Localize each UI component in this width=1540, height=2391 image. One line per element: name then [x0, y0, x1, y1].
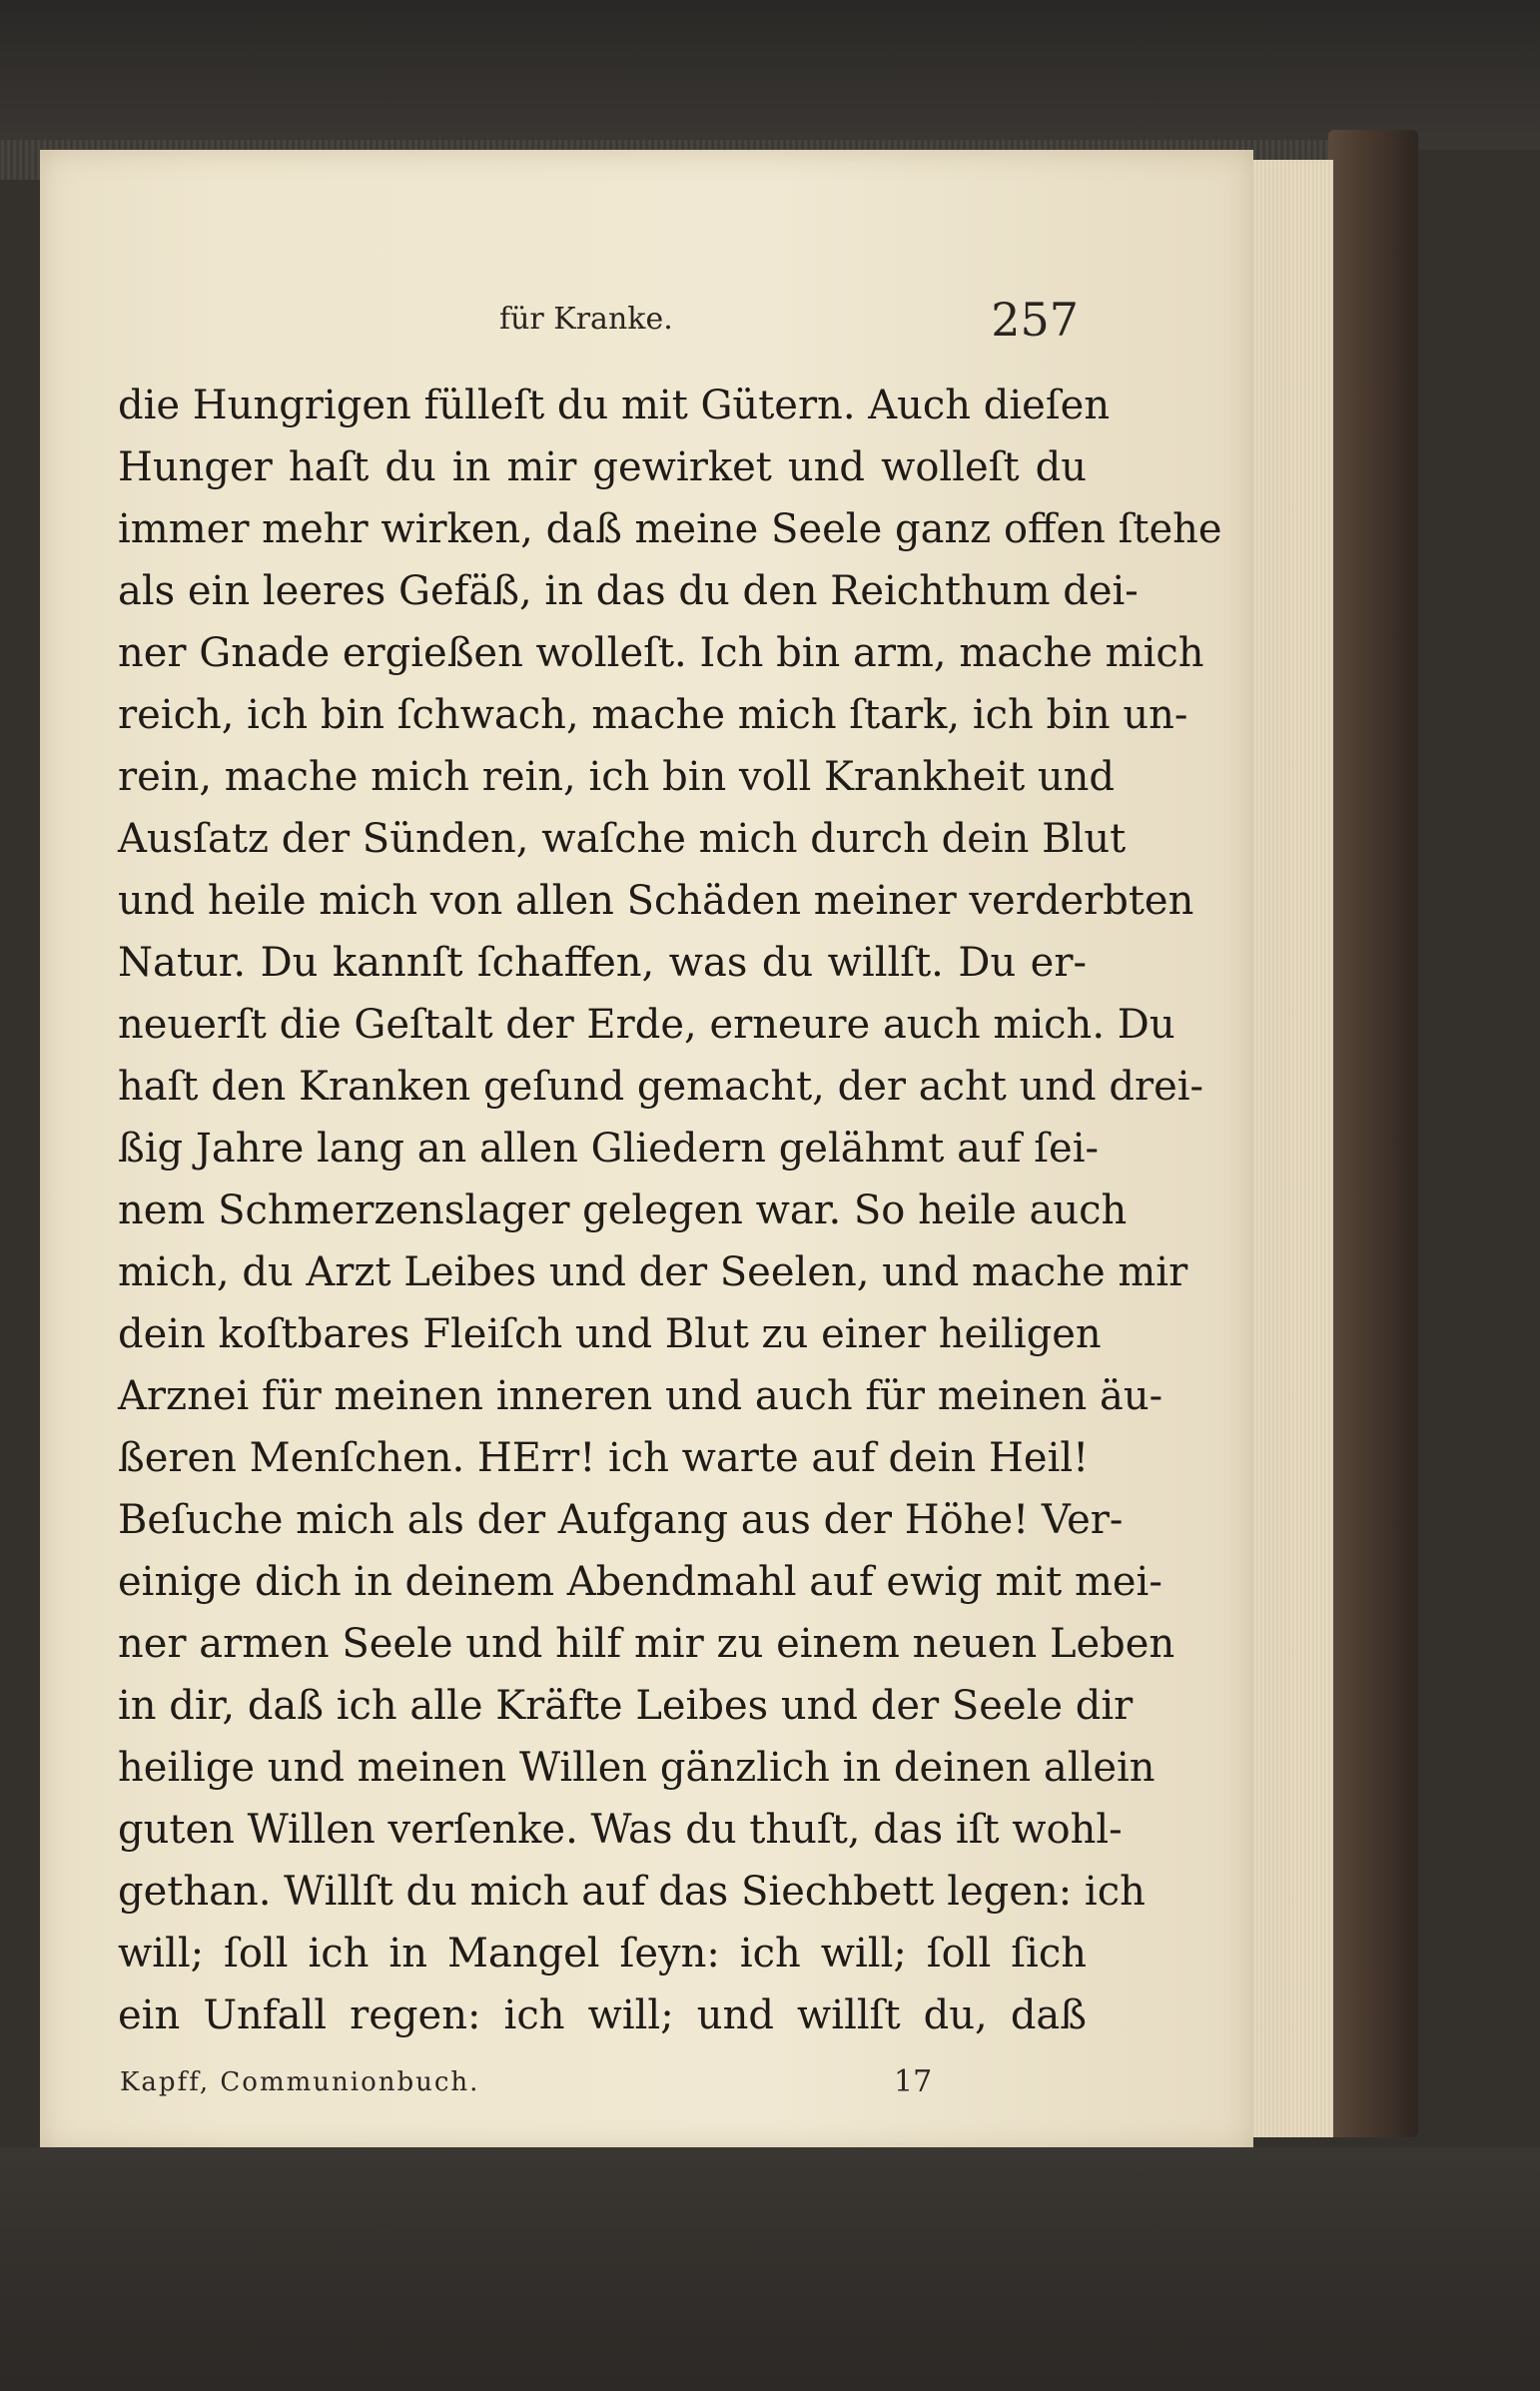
text-line: ein Unfall regen: ich will; und willſt du, daß — [118, 1992, 1087, 2038]
page-header — [120, 290, 1079, 350]
text-line: und heile mich von allen Schäden meiner verderbten — [118, 878, 1194, 924]
text-line: rein, mache mich rein, ich bin voll Krankheit und — [118, 754, 1116, 800]
text-line: heilige und meinen Willen gänzlich in deinen allein — [118, 1745, 1155, 1791]
text-line: mich, du Arzt Leibes und der Seelen, und mache mir — [118, 1249, 1188, 1295]
text-line: ßig Jahre lang an allen Gliedern gelähmt auf ſei- — [118, 1126, 1100, 1172]
text-line: Beſuche mich als der Aufgang aus der Höhe! Ver- — [118, 1497, 1124, 1543]
text-line: nem Schmerzenslager gelegen war. So heile auch — [118, 1188, 1128, 1233]
backdrop-bottom — [0, 2147, 1540, 2391]
text-line: gethan. Willſt du mich auf das Siechbett legen: ich — [118, 1869, 1146, 1915]
text-line: immer mehr wirken, daß meine Seele ganz offen ſtehe — [118, 506, 1222, 552]
running-title: für Kranke. — [499, 302, 673, 337]
page-edges — [1243, 160, 1333, 2137]
text-line: haſt den Kranken geſund gemacht, der acht und drei- — [118, 1064, 1204, 1110]
text-line: Arznei für meinen inneren und auch für meinen äu- — [118, 1373, 1163, 1419]
text-line: ner Gnade ergießen wolleſt. Ich bin arm, mache mich — [118, 630, 1204, 676]
text-line: guten Willen verſenke. Was du thuſt, das iſt wohl- — [118, 1807, 1123, 1853]
text-line: Hunger haſt du in mir gewirket und wolleſt du — [118, 444, 1087, 490]
text-line: reich, ich bin ſchwach, mache mich ſtark, ich bin un- — [118, 692, 1188, 738]
text-line: ner armen Seele und hilf mir zu einem neuen Leben — [118, 1621, 1175, 1667]
text-line: ßeren Menſchen. HErr! ich warte auf dein Heil! — [118, 1435, 1090, 1481]
backdrop — [0, 0, 1540, 150]
text-line: neuerſt die Geſtalt der Erde, erneure auch mich. Du — [118, 1002, 1175, 1048]
text-line: dein koſtbares Fleiſch und Blut zu einer heiligen — [118, 1311, 1102, 1357]
sheet-number: 17 — [894, 2064, 933, 2099]
footer-signature: Kapff, Communionbuch. — [120, 2067, 480, 2097]
text-line: in dir, daß ich alle Kräfte Leibes und der Seele dir — [118, 1683, 1134, 1729]
page-footer — [120, 2057, 1079, 2107]
text-line: Natur. Du kannſt ſchaffen, was du willſt. Du er- — [118, 940, 1087, 986]
text-line: einige dich in deinem Abendmahl auf ewig mit mei- — [118, 1559, 1162, 1605]
page-number: 257 — [991, 293, 1079, 347]
text-line: als ein leeres Gefäß, in das du den Reichthum dei- — [118, 568, 1139, 614]
body-text — [118, 375, 1222, 2046]
text-line: die Hungrigen fülleſt du mit Gütern. Auch dieſen — [118, 383, 1111, 428]
book-cover-right-edge — [1328, 130, 1418, 2137]
text-line: Ausſatz der Sünden, waſche mich durch dein Blut — [118, 816, 1127, 862]
text-line: will; ſoll ich in Mangel ſeyn: ich will; ſoll ſich — [118, 1931, 1087, 1977]
